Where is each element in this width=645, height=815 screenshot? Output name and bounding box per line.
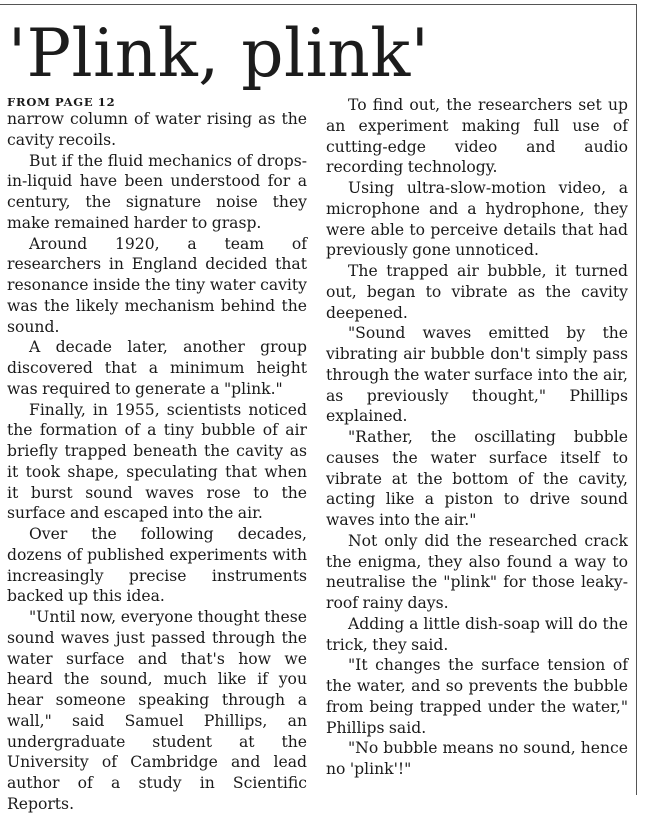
paragraph: "No bubble means no sound, hence no 'plink'!"	[326, 739, 628, 778]
paragraph: To find out, the researchers set up an experiment making full use of cutting-edge video and audio recording technology.	[326, 96, 628, 177]
article-column-right	[326, 95, 628, 780]
paragraph: Finally, in 1955, scientists noticed the formation of a tiny bubble of air briefly trapped beneath the cavity as it took shape, speculating that when it burst sound waves rose to the surface and escaped into the air.	[7, 400, 307, 523]
paragraph: Not only did the researched crack the enigma, they also found a way to neutralise the "plink" for those leaky-roof rainy days.	[326, 531, 628, 612]
paragraph: "Rather, the oscillating bubble causes the water surface itself to vibrate at the bottom of the cavity, acting like a piston to drive sound waves into the air."	[326, 428, 628, 529]
article-column-left	[7, 94, 307, 815]
paragraph: "Sound waves emitted by the vibrating air bubble don't simply pass through the water surface into the air, as previously thought," Phillips explained.	[326, 324, 628, 426]
continuation-kicker: FROM PAGE 12	[7, 95, 116, 109]
paragraph: A decade later, another group discovered that a minimum height was required to generate a "plink."	[7, 338, 307, 398]
top-rule	[0, 4, 636, 5]
paragraph: Around 1920, a team of researchers in England decided that resonance inside the tiny water cavity was the likely mechanism behind the sound.	[7, 234, 307, 336]
paragraph: "Until now, everyone thought these sound waves just passed through the water surface and that's how we heard the sound, much like if you hear someone speaking through a wall," said Samuel Phillips, an undergraduate student at the University of Cambridge and lead author of a study in Scientific Reports.	[7, 608, 307, 813]
paragraph: Over the following decades, dozens of published experiments with increasingly precise instruments backed up this idea.	[7, 525, 307, 606]
right-column-rule	[636, 4, 637, 795]
paragraph: The trapped air bubble, it turned out, began to vibrate as the cavity deepened.	[326, 262, 628, 322]
paragraph: "It changes the surface tension of the water, and so prevents the bubble from being trapped under the water," Phillips said.	[326, 656, 628, 737]
paragraph: Adding a little dish-soap will do the trick, they said.	[326, 614, 628, 654]
paragraph: narrow column of water rising as the cavity recoils.	[7, 110, 307, 149]
paragraph: But if the fluid mechanics of drops-in-liquid have been understood for a century, the signature noise they make remained harder to grasp.	[7, 151, 307, 232]
headline: 'Plink, plink'	[8, 15, 430, 92]
paragraph: Using ultra-slow-motion video, a microphone and a hydrophone, they were able to perceive details that had previously gone unnoticed.	[326, 179, 628, 260]
